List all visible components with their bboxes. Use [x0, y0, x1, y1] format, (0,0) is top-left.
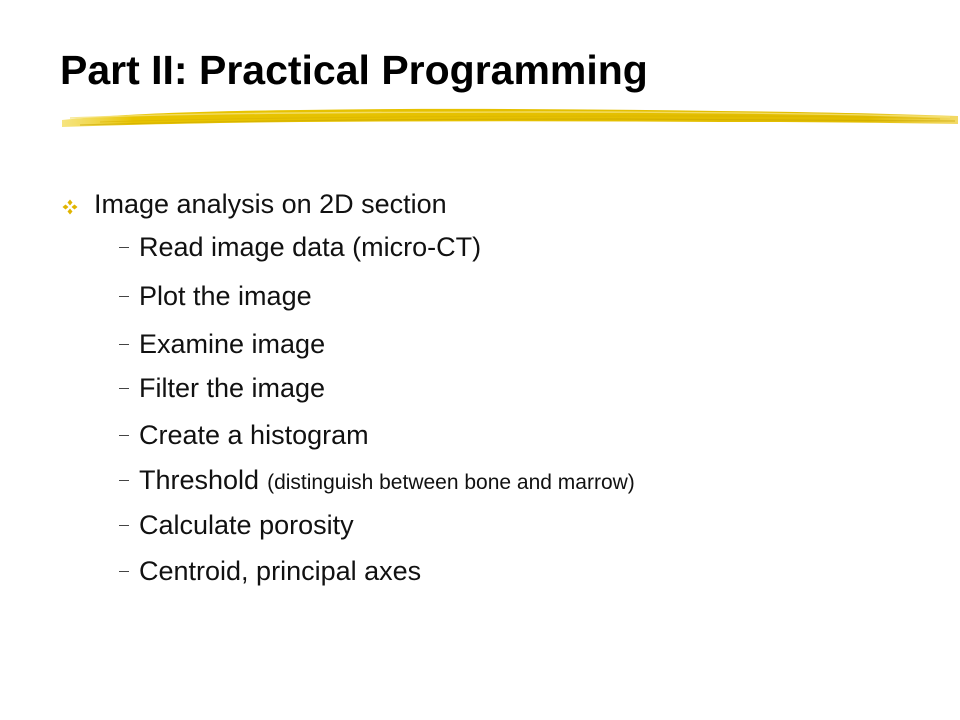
- sub-item-text: Create a histogram: [139, 420, 369, 450]
- sub-item-threshold: [119, 465, 635, 496]
- sub-item-centroid: [119, 556, 421, 587]
- dash-icon: [119, 388, 129, 390]
- sub-item-text: Threshold: [139, 465, 260, 495]
- dash-icon: [119, 247, 129, 249]
- dash-icon: [119, 480, 129, 482]
- sub-item-histogram: [119, 420, 369, 451]
- slide-title: Part II: Practical Programming: [60, 47, 648, 93]
- sub-item-filter-image: [119, 373, 325, 404]
- dash-icon: [119, 344, 129, 346]
- dash-icon: [119, 435, 129, 437]
- sub-item-text: Centroid, principal axes: [139, 556, 422, 586]
- sub-item-text: Calculate porosity: [139, 510, 354, 540]
- sub-item-read-image: [119, 232, 481, 263]
- sub-item-text: Plot the image: [139, 281, 312, 311]
- four-diamond-bullet-icon: [62, 199, 78, 215]
- dash-icon: [119, 296, 129, 298]
- sub-item-porosity: [119, 510, 354, 541]
- dash-icon: [119, 571, 129, 573]
- sub-item-plot-image: [119, 281, 312, 312]
- main-bullet-item: [62, 189, 447, 220]
- sub-item-text: Read image data (micro-CT): [139, 232, 482, 262]
- sub-item-note: (distinguish between bone and marrow): [267, 471, 635, 494]
- sub-item-text: Filter the image: [139, 373, 326, 403]
- sub-item-text: Examine image: [139, 329, 326, 359]
- main-bullet-text: Image analysis on 2D section: [94, 189, 447, 219]
- sub-item-examine-image: [119, 329, 325, 360]
- dash-icon: [119, 525, 129, 527]
